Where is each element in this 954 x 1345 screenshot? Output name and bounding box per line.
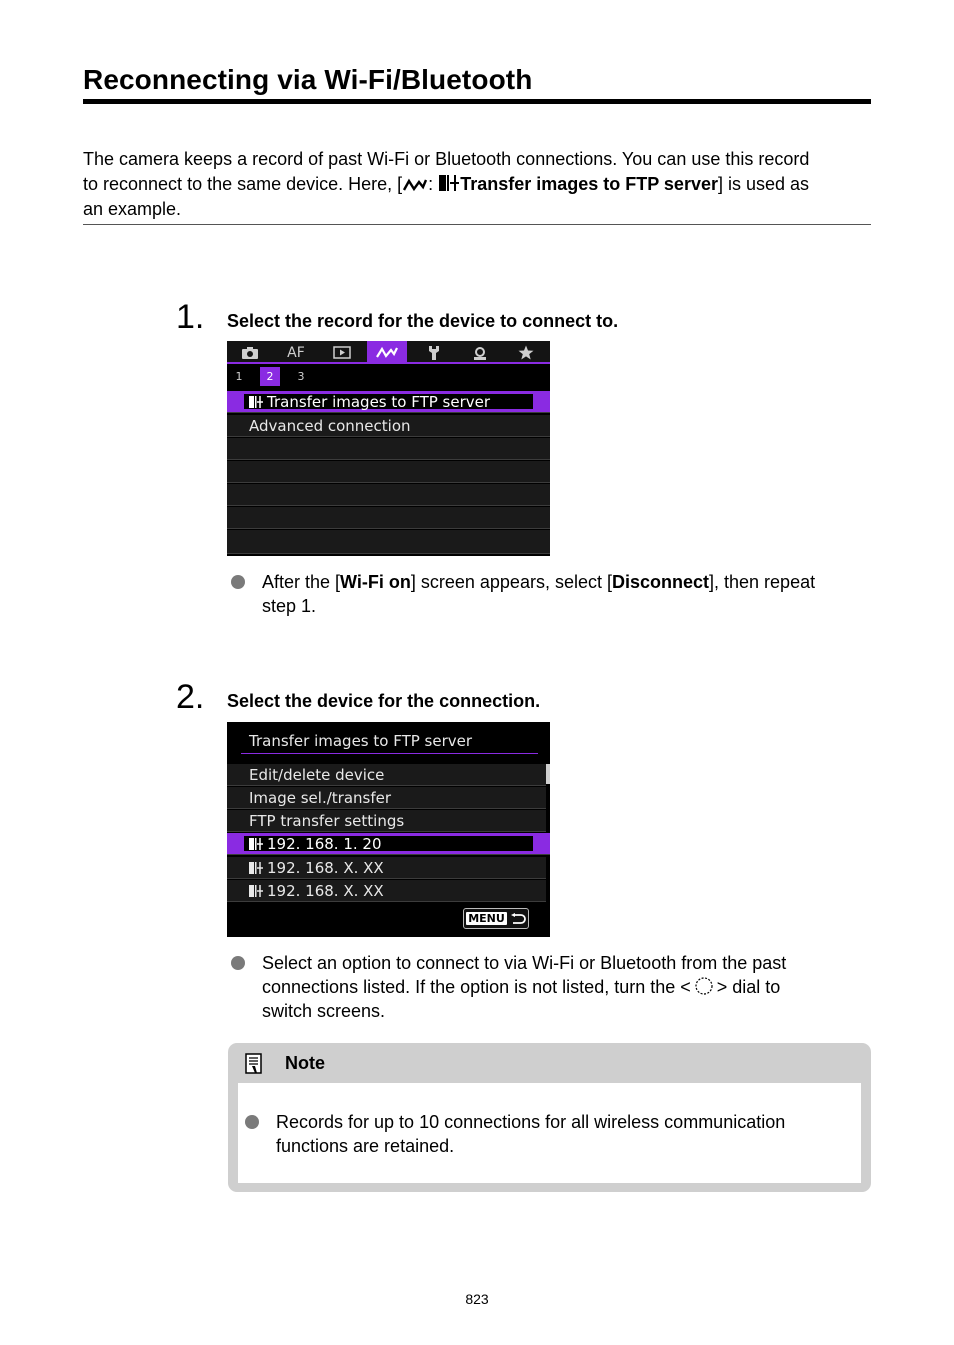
ftp-icon bbox=[249, 837, 263, 851]
intro-line-3: an example. bbox=[83, 199, 182, 219]
device-record[interactable]: 192. 168. X. XX bbox=[227, 857, 546, 879]
wireless-icon bbox=[375, 346, 399, 359]
menu-item-empty bbox=[227, 438, 550, 460]
bullet-icon bbox=[231, 575, 245, 589]
page-1[interactable]: 1 bbox=[235, 370, 243, 383]
menu-item-empty bbox=[227, 530, 550, 554]
wrench-icon bbox=[427, 345, 441, 361]
note-header bbox=[228, 1043, 871, 1083]
intro-paragraph bbox=[83, 147, 873, 222]
custom-functions-tab[interactable] bbox=[465, 341, 495, 364]
note-icon bbox=[244, 1053, 264, 1075]
intro-line-2: to reconnect to the same device. Here, [ : Transfer images to FTP server] is used as bbox=[83, 174, 810, 194]
menu-item-advanced-connection[interactable]: Advanced connection bbox=[227, 415, 550, 437]
af-tab[interactable]: AF bbox=[287, 344, 305, 361]
ftp-icon bbox=[438, 174, 460, 192]
menu-item-empty bbox=[227, 507, 550, 529]
device-record[interactable]: 192. 168. X. XX bbox=[227, 880, 546, 902]
intro-divider bbox=[83, 224, 871, 225]
menu-item-empty bbox=[227, 484, 550, 506]
menu-page-bar bbox=[227, 366, 550, 388]
note-title: Note bbox=[285, 1053, 325, 1073]
screen-title-rule bbox=[241, 753, 538, 754]
note-body bbox=[238, 1083, 861, 1183]
step-1-number: 1. bbox=[176, 298, 205, 336]
camera-screen-device-list bbox=[227, 722, 550, 937]
step-2-number: 2. bbox=[176, 678, 205, 716]
step-1-bullet: After the [Wi-Fi on] screen appears, select [Disconnect], then repeat step 1. bbox=[231, 570, 871, 618]
page-title: Reconnecting via Wi-Fi/Bluetooth bbox=[83, 64, 533, 95]
menu-item-image-sel-transfer[interactable]: Image sel./transfer bbox=[227, 787, 546, 809]
ftp-icon bbox=[249, 395, 263, 409]
wireless-icon bbox=[402, 178, 428, 192]
playback-icon bbox=[333, 346, 351, 359]
camera-icon bbox=[241, 346, 259, 360]
setup-tab[interactable] bbox=[419, 341, 449, 364]
custom-icon bbox=[472, 345, 488, 361]
menu-item-transfer-ftp[interactable]: Transfer images to FTP server bbox=[227, 391, 550, 413]
page-number: 823 bbox=[465, 1291, 489, 1307]
scrollbar[interactable] bbox=[546, 764, 550, 784]
my-menu-tab[interactable] bbox=[511, 341, 541, 364]
ftp-icon bbox=[249, 861, 263, 875]
title-underline bbox=[83, 99, 871, 104]
wireless-tab[interactable] bbox=[367, 341, 407, 364]
star-icon bbox=[518, 345, 534, 360]
return-icon bbox=[510, 913, 526, 925]
note-text: Records for up to 10 connections for all wireless communication functions are retained. bbox=[276, 1112, 786, 1156]
menu-item-empty bbox=[227, 461, 550, 483]
menu-tab-bar bbox=[227, 341, 550, 364]
screen-title: Transfer images to FTP server bbox=[249, 732, 473, 750]
menu-back-button[interactable]: MENU bbox=[463, 908, 529, 929]
dial-icon bbox=[691, 976, 717, 996]
camera-screen-menu bbox=[227, 341, 550, 556]
step-2-bullet: Select an option to connect to via Wi-Fi or Bluetooth from the past connections listed. If the option is not listed, turn the < > dial to switch screens. bbox=[231, 951, 871, 1023]
playback-tab[interactable] bbox=[327, 341, 357, 364]
page-2[interactable]: 2 bbox=[260, 367, 280, 386]
step-2-title: Select the device for the connection. bbox=[227, 691, 541, 711]
menu-item-edit-delete-device[interactable]: Edit/delete device bbox=[227, 764, 546, 786]
camera-tab[interactable] bbox=[235, 341, 265, 364]
step-1-title: Select the record for the device to connect to. bbox=[227, 311, 619, 331]
ftp-icon bbox=[249, 884, 263, 898]
bullet-icon bbox=[231, 956, 245, 970]
page-3[interactable]: 3 bbox=[297, 370, 305, 383]
bullet-icon bbox=[245, 1115, 259, 1129]
menu-item-ftp-transfer-settings[interactable]: FTP transfer settings bbox=[227, 810, 546, 832]
device-record-selected[interactable]: 192. 168. 1. 20 bbox=[227, 833, 550, 855]
intro-line-1: The camera keeps a record of past Wi-Fi or Bluetooth connections. You can use this record bbox=[83, 149, 810, 169]
note-box bbox=[228, 1043, 871, 1192]
